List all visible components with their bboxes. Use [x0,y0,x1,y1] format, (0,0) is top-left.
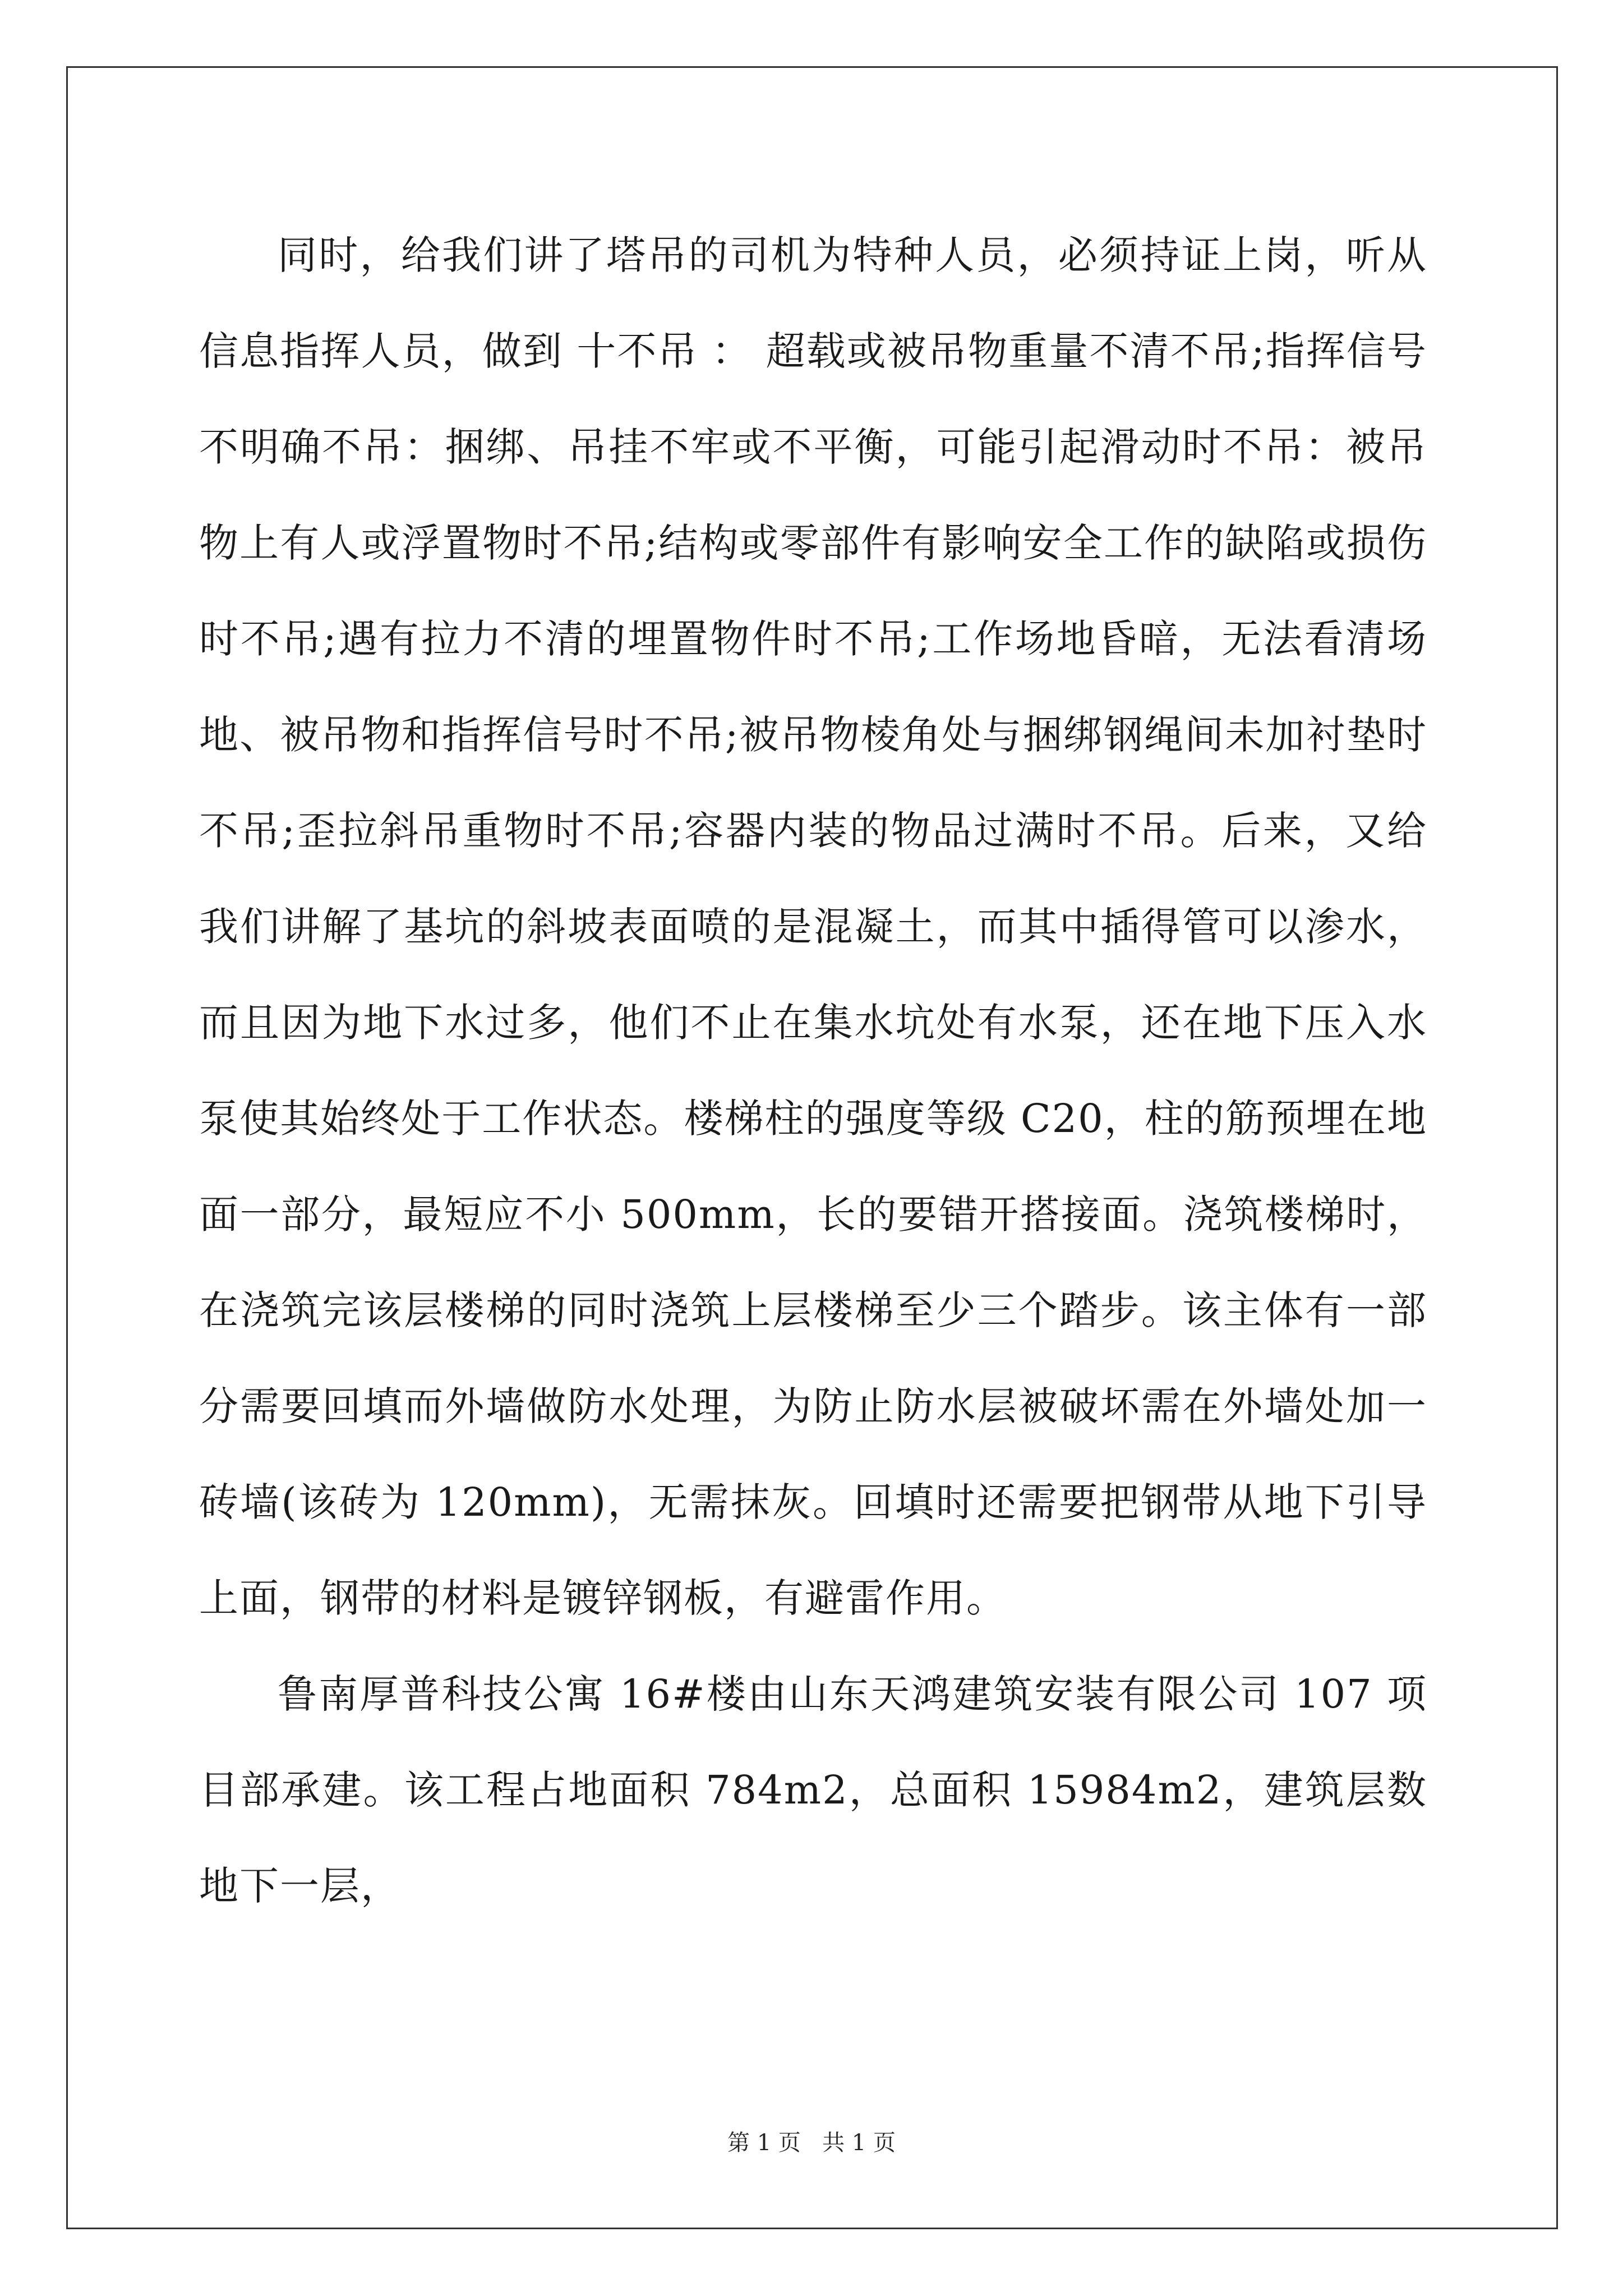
paragraph-project-info: 鲁南厚普科技公寓 16#楼由山东天鸿建筑安装有限公司 107 项目部承建。该工程占地面积 784m2，总面积 15984m2，建筑层数地下一层， [199,1671,1427,1909]
document-body [199,208,1427,1934]
page-number-footer: 第 1 页 共 1 页 [727,2130,896,2156]
paragraph-tower-crane: 同时，给我们讲了塔吊的司机为特种人员，必须持证上岗，听从信息指挥人员，做到 十不吊 ： 超载或被吊物重量不清不吊;指挥信号不明确不吊：捆绑、吊挂不牢或不平衡，可能引起滑动时不吊：被吊物上有人或浮置物时不吊;结构或零部件有影响安全工作的缺陷或损伤时不吊;遇有拉力不清的埋置物件时不吊;工作场地昏暗，无法看清场地、被吊物和指挥信号时不吊;被吊物棱角处与捆绑钢绳间未加衬垫时不吊;歪拉斜吊重物时不吊;容器内装的物品过满时不吊。后来，又给我们讲解了基坑的斜坡表面喷的是混凝土，而其中插得管可以渗水，而且因为地下水过多，他们不止在集水坑处有水泵，还在地下压入水泵使其始终处于工作状态。楼梯柱的强度等级 C20，柱的筋预埋在地面一部分，最短应不小 500mm，长的要错开搭接面。浇筑楼梯时，在浇筑完该层楼梯的同时浇筑上层楼梯至少三个踏步。该主体有一部分需要回填而外墙做防水处理，为防止防水层被破坏需在外墙处加一砖墙(该砖为 120mm)，无需抹灰。回填时还需要把钢带从地下引导上面，钢带的材料是镀锌钢板，有避雷作用。 [199,232,1427,1621]
